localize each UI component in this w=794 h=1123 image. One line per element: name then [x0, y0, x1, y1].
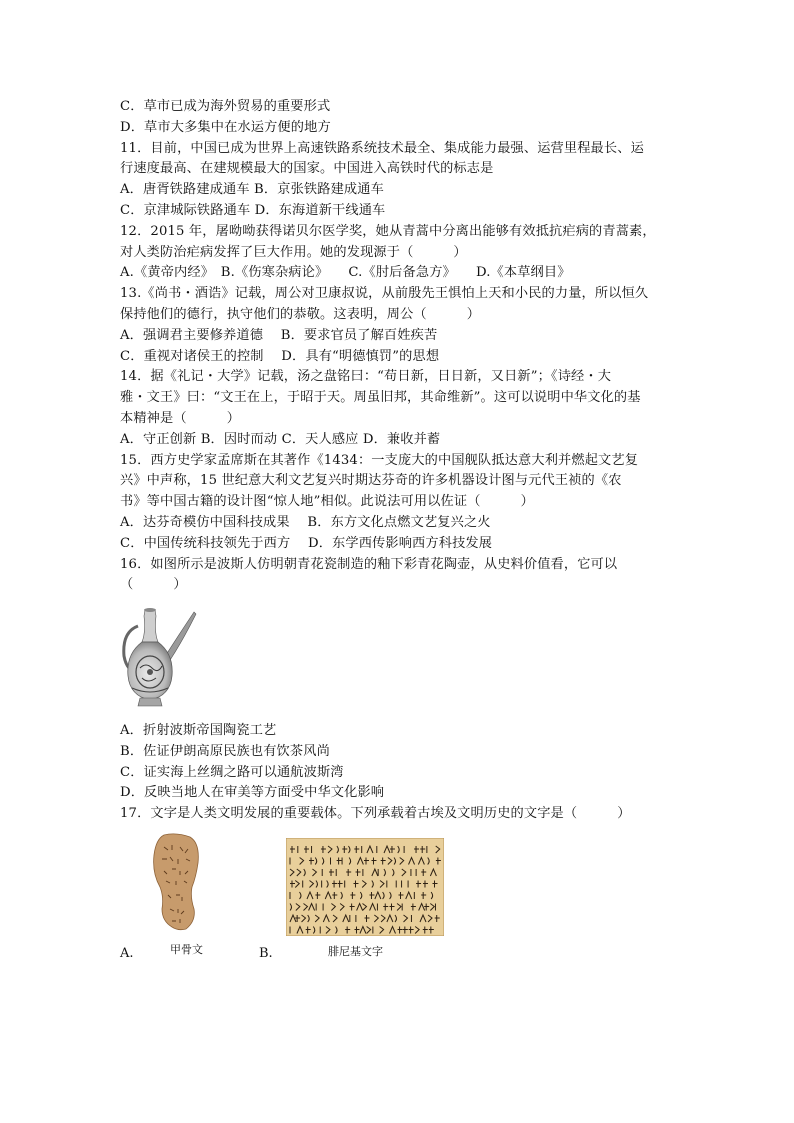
option-a-caption: 甲骨文 — [170, 943, 203, 956]
text-line: 14．据《礼记・大学》记载，汤之盘铭曰：“苟日新，日日新，又日新”；《诗经・大 — [120, 369, 612, 385]
text-line: 11．目前，中国已成为世界上高速铁路系统技术最全、集成能力最强、运营里程最长、运 — [120, 140, 644, 156]
text-line: 保持他们的德行，执守他们的恭敬。这表明，周公（ ） — [120, 306, 481, 322]
blue-white-ewer-image — [120, 606, 198, 708]
text-line: （ ） — [120, 577, 187, 593]
text-line: 12．2015 年，屠呦呦获得诺贝尔医学奖，她从青蒿中分离出能够有效抵抗疟病的青蒿素， — [120, 223, 656, 239]
text-line: C．中国传统科技领先于西方 D．东学西传影响西方科技发展 — [120, 535, 493, 551]
text-line: 15．西方史学家孟席斯在其著作《1434：一支庞大的中国舰队抵达意大利并燃起文艺复 — [120, 452, 639, 468]
option-a-label: A. — [120, 946, 134, 961]
text-line: 书》等中国古籍的设计图“惊人地”相似。此说法可用以佐证（ ） — [120, 494, 534, 510]
text-line: C．重视对诸侯王的控制 D．具有“明德慎罚”的思想 — [120, 348, 440, 364]
text-line: C．草市已成为海外贸易的重要形式 — [120, 99, 331, 114]
oracle-bone-image — [150, 833, 202, 931]
text-line: A．唐胥铁路建成通车 B．京张铁路建成通车 — [120, 182, 384, 198]
text-line: A.《黄帝内经》 B.《伤寒杂病论》 C.《肘后备急方》 D.《本草纲目》 — [120, 265, 571, 281]
text-line: C．京津城际铁路通车 D．东海道新干线通车 — [120, 202, 386, 218]
option-line: D．反映当地人在审美等方面受中华文化影响 — [120, 785, 385, 801]
text-line: 雅・文王》曰：“文王在上，于昭于天。周虽旧邦，其命维新”。这可以说明中华文化的基 — [120, 390, 641, 406]
phoenician-script-tablet-image — [286, 838, 444, 936]
text-line: A．守正创新 B．因时而动 C．天人感应 D．兼收并蓄 — [120, 431, 441, 447]
option-line: A．折射波斯帝国陶瓷工艺 — [120, 723, 277, 738]
question-text-block — [120, 97, 680, 596]
text-line: A．达芬奇模仿中国科技成果 B．东方文化点燃文艺复兴之火 — [120, 514, 491, 530]
option-line: B．佐证伊朗高原民族也有饮茶风尚 — [120, 743, 330, 759]
option-b-caption: 腓尼基文字 — [328, 945, 383, 958]
text-line: D．草市大多集中在水运方便的地方 — [120, 119, 331, 135]
text-line: A．强调君主要修养道德 B．要求官员了解百姓疾苦 — [120, 327, 438, 343]
option-line: C．证实海上丝绸之路可以通航波斯湾 — [120, 764, 344, 780]
option-b-label: B. — [259, 946, 273, 961]
text-line: 对人类防治疟病发挥了巨大作用。她的发现源于（ ） — [120, 244, 467, 260]
text-line: 本精神是（ ） — [120, 410, 241, 426]
text-line: 行速度最高、在建规模最大的国家。中国进入高铁时代的标志是 — [120, 161, 494, 177]
text-line: 13.《尚书・酒诰》记载，周公对卫康叔说，从前殷先王惧怕上天和小民的力量，所以恒久 — [120, 286, 649, 302]
question-line: 17．文字是人类文明发展的重要载体。下列承载着古埃及文明历史的文字是（ ） — [120, 806, 631, 822]
text-line: 16．如图所示是波斯人仿明朝青花瓷制造的釉下彩青花陶壶，从史料价值看，它可以 — [120, 556, 618, 572]
text-line: 兴》中声称，15 世纪意大利文艺复兴时期达芬奇的许多机器设计图与元代王祯的《农 — [120, 473, 622, 489]
